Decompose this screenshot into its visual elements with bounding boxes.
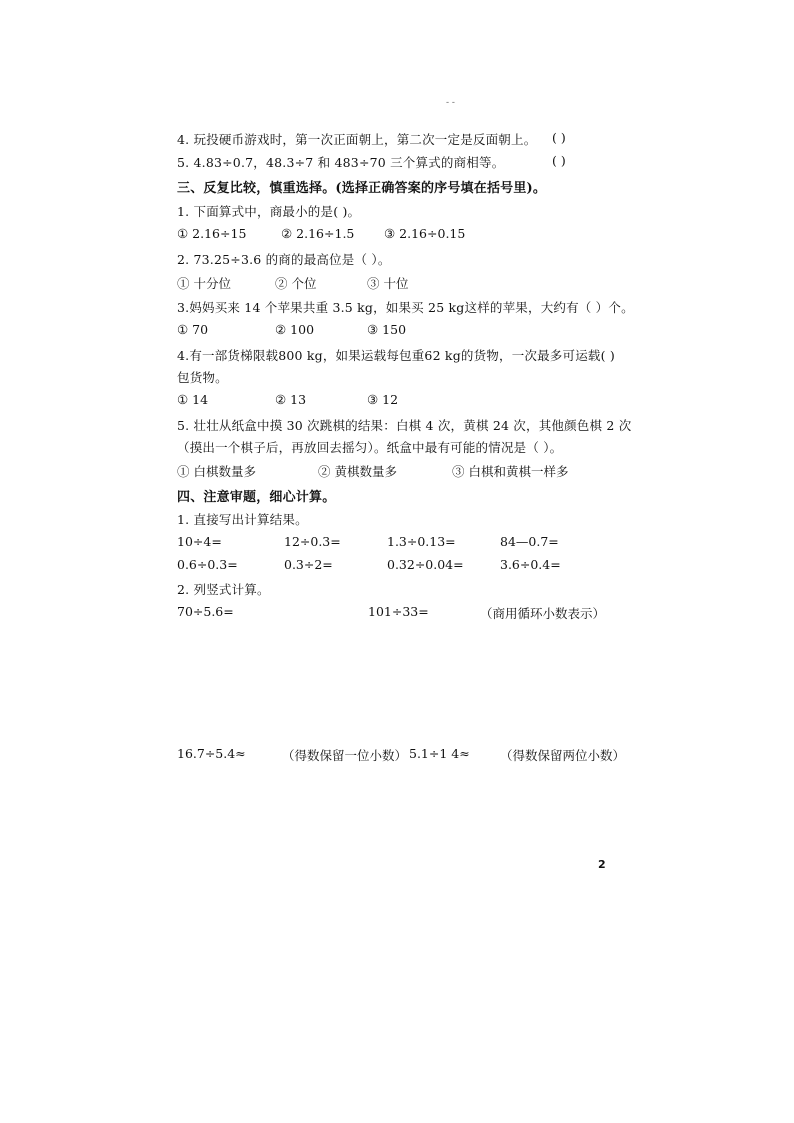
vertical-calc-2: 101÷33=: [368, 604, 429, 619]
vertical-calc-3: 16.7÷5.4≈: [177, 746, 246, 761]
section3-q5-option-1: ① 白棋数量多: [177, 464, 256, 479]
page-number: 2: [598, 858, 606, 871]
section3-q3-option-1: ① 70: [177, 322, 209, 337]
section3-q4-option-2: ② 13: [275, 392, 307, 407]
section3-q1: 1. 下面算式中，商最小的是( )。: [177, 204, 361, 219]
section4-sub2: 2. 列竖式计算。: [177, 582, 270, 597]
section3-q4-continued: 包货物。: [177, 370, 228, 385]
section3-q4-option-3: ③ 12: [367, 392, 399, 407]
vertical-calc-1: 70÷5.6=: [177, 604, 234, 619]
section3-q5-option-2: ② 黄棋数量多: [318, 464, 397, 479]
calc-row2-item-2: 0.3÷2=: [284, 557, 333, 572]
section4-heading: 四、注意审题，细心计算。: [177, 490, 336, 505]
vertical-calc-4: 5.1÷1 4≈: [409, 746, 470, 761]
section3-q4: 4.有一部货梯限载800 kg，如果运载每包重62 kg的货物，一次最多可运载( ): [177, 348, 615, 363]
section3-q5-option-3: ③ 白棋和黄棋一样多: [452, 464, 569, 479]
judgement-q4: 4. 玩投硬币游戏时，第一次正面朝上，第二次一定是反面朝上。: [177, 132, 537, 147]
section3-q3-option-2: ② 100: [275, 322, 315, 337]
section3-q2-option-2: ② 个位: [275, 276, 317, 291]
judgement-q5-answer-blank[interactable]: ( ): [552, 153, 566, 168]
section3-q5: 5. 壮壮从纸盒中摸 30 次跳棋的结果：白棋 4 次，黄棋 24 次，其他颜色棋 2 次: [177, 418, 632, 433]
calc-row1-item-4: 84—0.7=: [500, 534, 559, 549]
vertical-calc-2-note: （商用循环小数表示）: [480, 606, 606, 621]
section3-q2-option-3: ③ 十位: [367, 276, 409, 291]
section4-sub1: 1. 直接写出计算结果。: [177, 512, 308, 527]
vertical-calc-4-note: （得数保留两位小数）: [500, 748, 626, 763]
calc-row1-item-1: 10÷4=: [177, 534, 222, 549]
calc-row2-item-4: 3.6÷0.4=: [500, 557, 561, 572]
section3-q1-option-2: ② 2.16÷1.5: [281, 226, 355, 241]
section3-heading: 三、反复比较，慎重选择。(选择正确答案的序号填在括号里)。: [177, 181, 547, 196]
section3-q2-option-1: ① 十分位: [177, 276, 231, 291]
section3-q1-option-1: ① 2.16÷15: [177, 226, 247, 241]
calc-row2-item-3: 0.32÷0.04=: [387, 557, 464, 572]
section3-q4-option-1: ① 14: [177, 392, 209, 407]
judgement-q5: 5. 4.83÷0.7，48.3÷7 和 483÷70 三个算式的商相等。: [177, 155, 505, 170]
scan-mark: - -: [446, 98, 455, 108]
judgement-q4-answer-blank[interactable]: ( ): [552, 130, 566, 145]
calc-row2-item-1: 0.6÷0.3=: [177, 557, 238, 572]
vertical-calc-3-note: （得数保留一位小数）: [282, 748, 408, 763]
section3-q2: 2. 73.25÷3.6 的商的最高位是（ ）。: [177, 252, 391, 267]
calc-row1-item-3: 1.3÷0.13=: [387, 534, 456, 549]
section3-q5-continued: （摸出一个棋子后，再放回去摇匀）。纸盒中最有可能的情况是（ ）。: [177, 440, 563, 455]
section3-q1-option-3: ③ 2.16÷0.15: [384, 226, 466, 241]
calc-row1-item-2: 12÷0.3=: [284, 534, 341, 549]
section3-q3: 3.妈妈买来 14 个苹果共重 3.5 kg，如果买 25 kg这样的苹果，大约有（ ）个。: [177, 300, 634, 315]
section3-q3-option-3: ③ 150: [367, 322, 407, 337]
